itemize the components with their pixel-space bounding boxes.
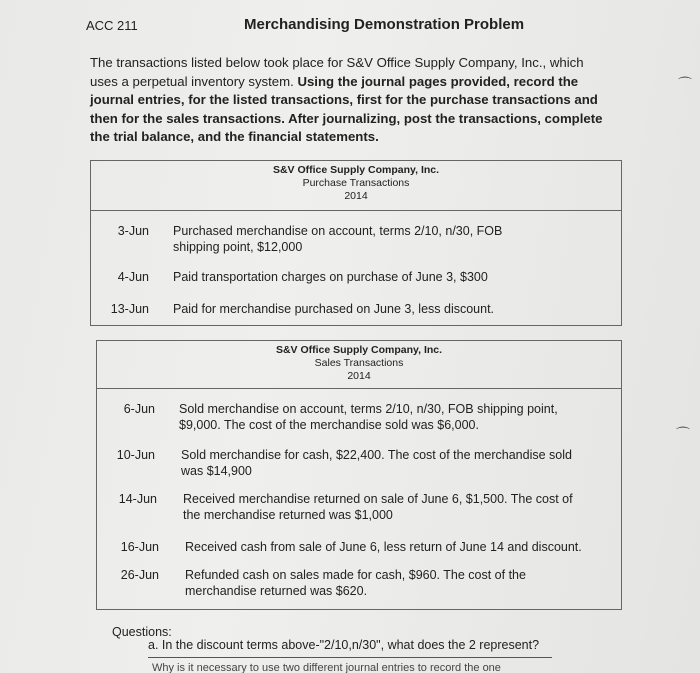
- sales-row-desc: [179, 401, 558, 433]
- sales-row-desc: [181, 447, 572, 479]
- questions-label: Questions:: [112, 625, 172, 639]
- purchase-row-desc-line1: Paid for merchandise purchased on June 3, less discount.: [173, 302, 495, 316]
- intro-paragraph: [90, 54, 610, 147]
- margin-pen-mark-icon: ⌒: [678, 76, 692, 92]
- sales-row-desc-line1: Sold merchandise for cash, $22,400. The cost of the merchandise sold: [181, 448, 572, 462]
- sales-company-name: S&V Office Supply Company, Inc.: [275, 344, 443, 356]
- sales-row-date: 14-Jun: [118, 492, 157, 506]
- page-title: Merchandising Demonstration Problem: [244, 16, 525, 33]
- purchase-transactions-box: [90, 160, 622, 326]
- sales-row-desc-line2: merchandise returned was $620.: [185, 584, 368, 598]
- purchase-row-desc: [173, 301, 494, 317]
- answer-fragment: Why is it necessary to use two different journal entries to record the one: [152, 662, 501, 673]
- purchase-row-desc-line1: Paid transportation charges on purchase of June 3, $300: [173, 270, 488, 284]
- sales-year: 2014: [347, 370, 371, 382]
- answer-line: [148, 657, 552, 658]
- purchase-row-desc: [173, 269, 488, 285]
- purchase-row-date: 13-Jun: [110, 302, 149, 316]
- sales-subtitle: Sales Transactions: [314, 357, 404, 369]
- margin-pen-mark-icon: ⌒: [676, 426, 690, 442]
- purchase-row-desc-line1: Purchased merchandise on account, terms 2/10, n/30, FOB: [173, 224, 503, 238]
- question-a: a. In the discount terms above-"2/10,n/30", what does the 2 represent?: [148, 638, 540, 652]
- sales-row-desc-line1: Refunded cash on sales made for cash, $960. The cost of the: [185, 568, 526, 582]
- purchase-row-date: 4-Jun: [117, 270, 149, 284]
- purchase-company-name: S&V Office Supply Company, Inc.: [272, 164, 440, 176]
- purchase-box-header: [91, 161, 621, 211]
- sales-row-desc-line2: the merchandise returned was $1,000: [183, 508, 393, 522]
- sales-row-desc-line1: Received merchandise returned on sale of June 6, $1,500. The cost of: [183, 492, 573, 506]
- intro-bold-text: Using the journal pages provided, record the journal entries, for the listed transactions, first for the purchase transactions and then for the sales transactions. After journalizing, post the transactions, complete the trial balance, and the financial statements.: [90, 73, 603, 144]
- sales-row-desc-line1: Received cash from sale of June 6, less return of June 14 and discount.: [185, 540, 582, 554]
- purchase-subtitle: Purchase Transactions: [302, 177, 410, 189]
- sales-row-date: 16-Jun: [120, 540, 159, 554]
- purchase-year: 2014: [344, 190, 368, 202]
- sales-row-desc-line2: was $14,900: [181, 464, 252, 478]
- sales-row-desc: [183, 491, 573, 523]
- purchase-row-desc-line2: shipping point, $12,000: [173, 240, 303, 254]
- sales-row-desc-line1: Sold merchandise on account, terms 2/10, n/30, FOB shipping point,: [179, 402, 558, 416]
- purchase-row-desc: [173, 223, 502, 255]
- course-code: ACC 211: [86, 18, 138, 33]
- sales-row-desc: [185, 567, 526, 599]
- sales-box-header: [97, 341, 621, 389]
- sales-row-desc-line2: $9,000. The cost of the merchandise sold was $6,000.: [179, 418, 479, 432]
- sales-transactions-box: [96, 340, 622, 610]
- sales-row-date: 10-Jun: [116, 448, 155, 462]
- intro-plain-text: The transactions listed below took place for S&V Office Supply Company, Inc., which uses a perpetual inventory system.: [90, 55, 584, 89]
- sales-row-date: 26-Jun: [120, 568, 159, 582]
- sales-row-desc: [185, 539, 582, 555]
- sales-row-date: 6-Jun: [123, 402, 155, 416]
- purchase-row-date: 3-Jun: [117, 224, 149, 238]
